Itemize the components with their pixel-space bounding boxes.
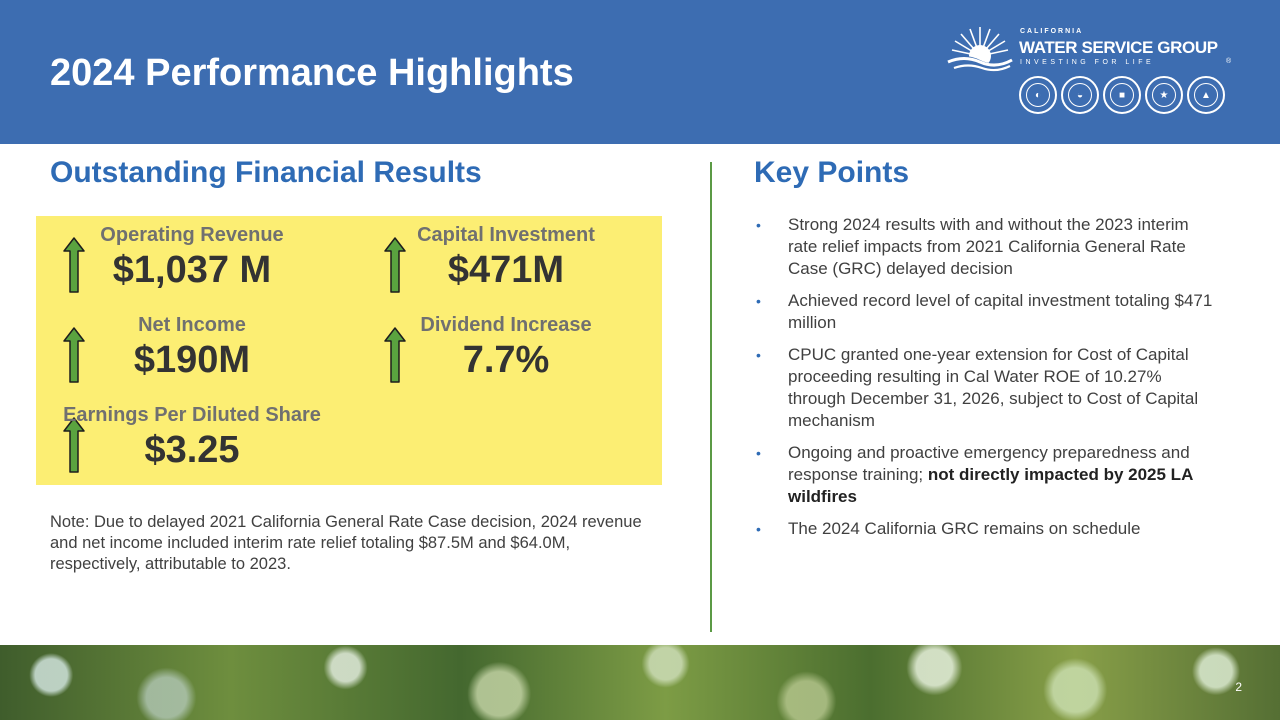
metric-label: Capital Investment <box>417 224 595 246</box>
foliage-background-image <box>0 645 1280 720</box>
logo-company-name: WATER SERVICE GROUP <box>1019 38 1218 57</box>
key-point-text: Strong 2024 results with and without the 2023 interim rate relief impacts from 2021 California General Rate Case (GRC) delayed decision <box>788 215 1189 278</box>
key-point-text: Ongoing and proactive emergency preparedness and response training; <box>788 443 1190 484</box>
key-point-text: The 2024 California GRC remains on schedule <box>788 519 1141 538</box>
key-points-list <box>754 214 1214 550</box>
bullet-icon: • <box>756 445 761 461</box>
bullet-icon: • <box>756 217 761 233</box>
metric-value: $3.25 <box>144 429 240 471</box>
sunrise-logo-icon <box>944 26 1016 74</box>
company-logo <box>944 22 1244 122</box>
registered-mark: ® <box>1226 58 1232 65</box>
new-mexico-seal-icon: ■ <box>1103 76 1141 114</box>
financial-results-heading: Outstanding Financial Results <box>50 156 482 189</box>
washington-seal-icon: ▲ <box>1187 76 1225 114</box>
page-title: 2024 Performance Highlights <box>50 52 574 94</box>
hawaii-seal-icon: ◒ <box>1061 76 1099 114</box>
metric-value: $190M <box>133 339 251 381</box>
bullet-icon: • <box>756 293 761 309</box>
metric-label: Dividend Increase <box>420 314 592 336</box>
bullet-icon: • <box>756 521 761 537</box>
logo-state-text: CALIFORNIA <box>1020 28 1084 35</box>
california-seal-icon: ◐ <box>1019 76 1057 114</box>
key-point-text: CPUC granted one-year extension for Cost of Capital proceeding resulting in Cal Water ROE of 10.27% through December 31, 2026, subject to Cost of Capital mechanism <box>788 345 1199 430</box>
list-item <box>754 344 1214 432</box>
metric-value: $1,037 M <box>112 249 272 291</box>
key-points-heading: Key Points <box>754 156 910 189</box>
footnote: Note: Due to delayed 2021 California General Rate Case decision, 2024 revenue and net income included interim rate relief totaling $87.5M and $64.0M, respectively, attributable to 2023. <box>50 513 642 573</box>
list-item <box>754 290 1214 334</box>
metric-net-income <box>42 314 342 382</box>
bullet-icon: • <box>756 347 761 363</box>
subsidiary-seals <box>1019 76 1225 114</box>
list-item <box>754 518 1214 540</box>
metrics-panel <box>36 216 662 485</box>
key-point-text: Achieved record level of capital investment totaling $471 million <box>788 291 1213 332</box>
metric-value: $471M <box>447 249 565 291</box>
metric-value: 7.7% <box>462 339 550 381</box>
logo-tagline: INVESTING FOR LIFE <box>1020 59 1155 66</box>
texas-seal-icon: ★ <box>1145 76 1183 114</box>
metric-label: Operating Revenue <box>100 224 284 246</box>
metric-capital-investment <box>356 224 656 292</box>
metric-earnings-per-share <box>42 404 342 472</box>
metric-operating-revenue <box>42 224 342 292</box>
header-banner <box>0 0 1280 144</box>
key-point-emphasis: not directly impacted by 2025 LA wildfires <box>788 465 1193 506</box>
list-item <box>754 214 1214 280</box>
metric-label: Earnings Per Diluted Share <box>63 404 321 426</box>
column-divider <box>710 162 712 632</box>
page-number: 2 <box>1235 680 1242 694</box>
list-item <box>754 442 1214 508</box>
metric-dividend-increase <box>356 314 656 382</box>
metric-label: Net Income <box>138 314 246 336</box>
